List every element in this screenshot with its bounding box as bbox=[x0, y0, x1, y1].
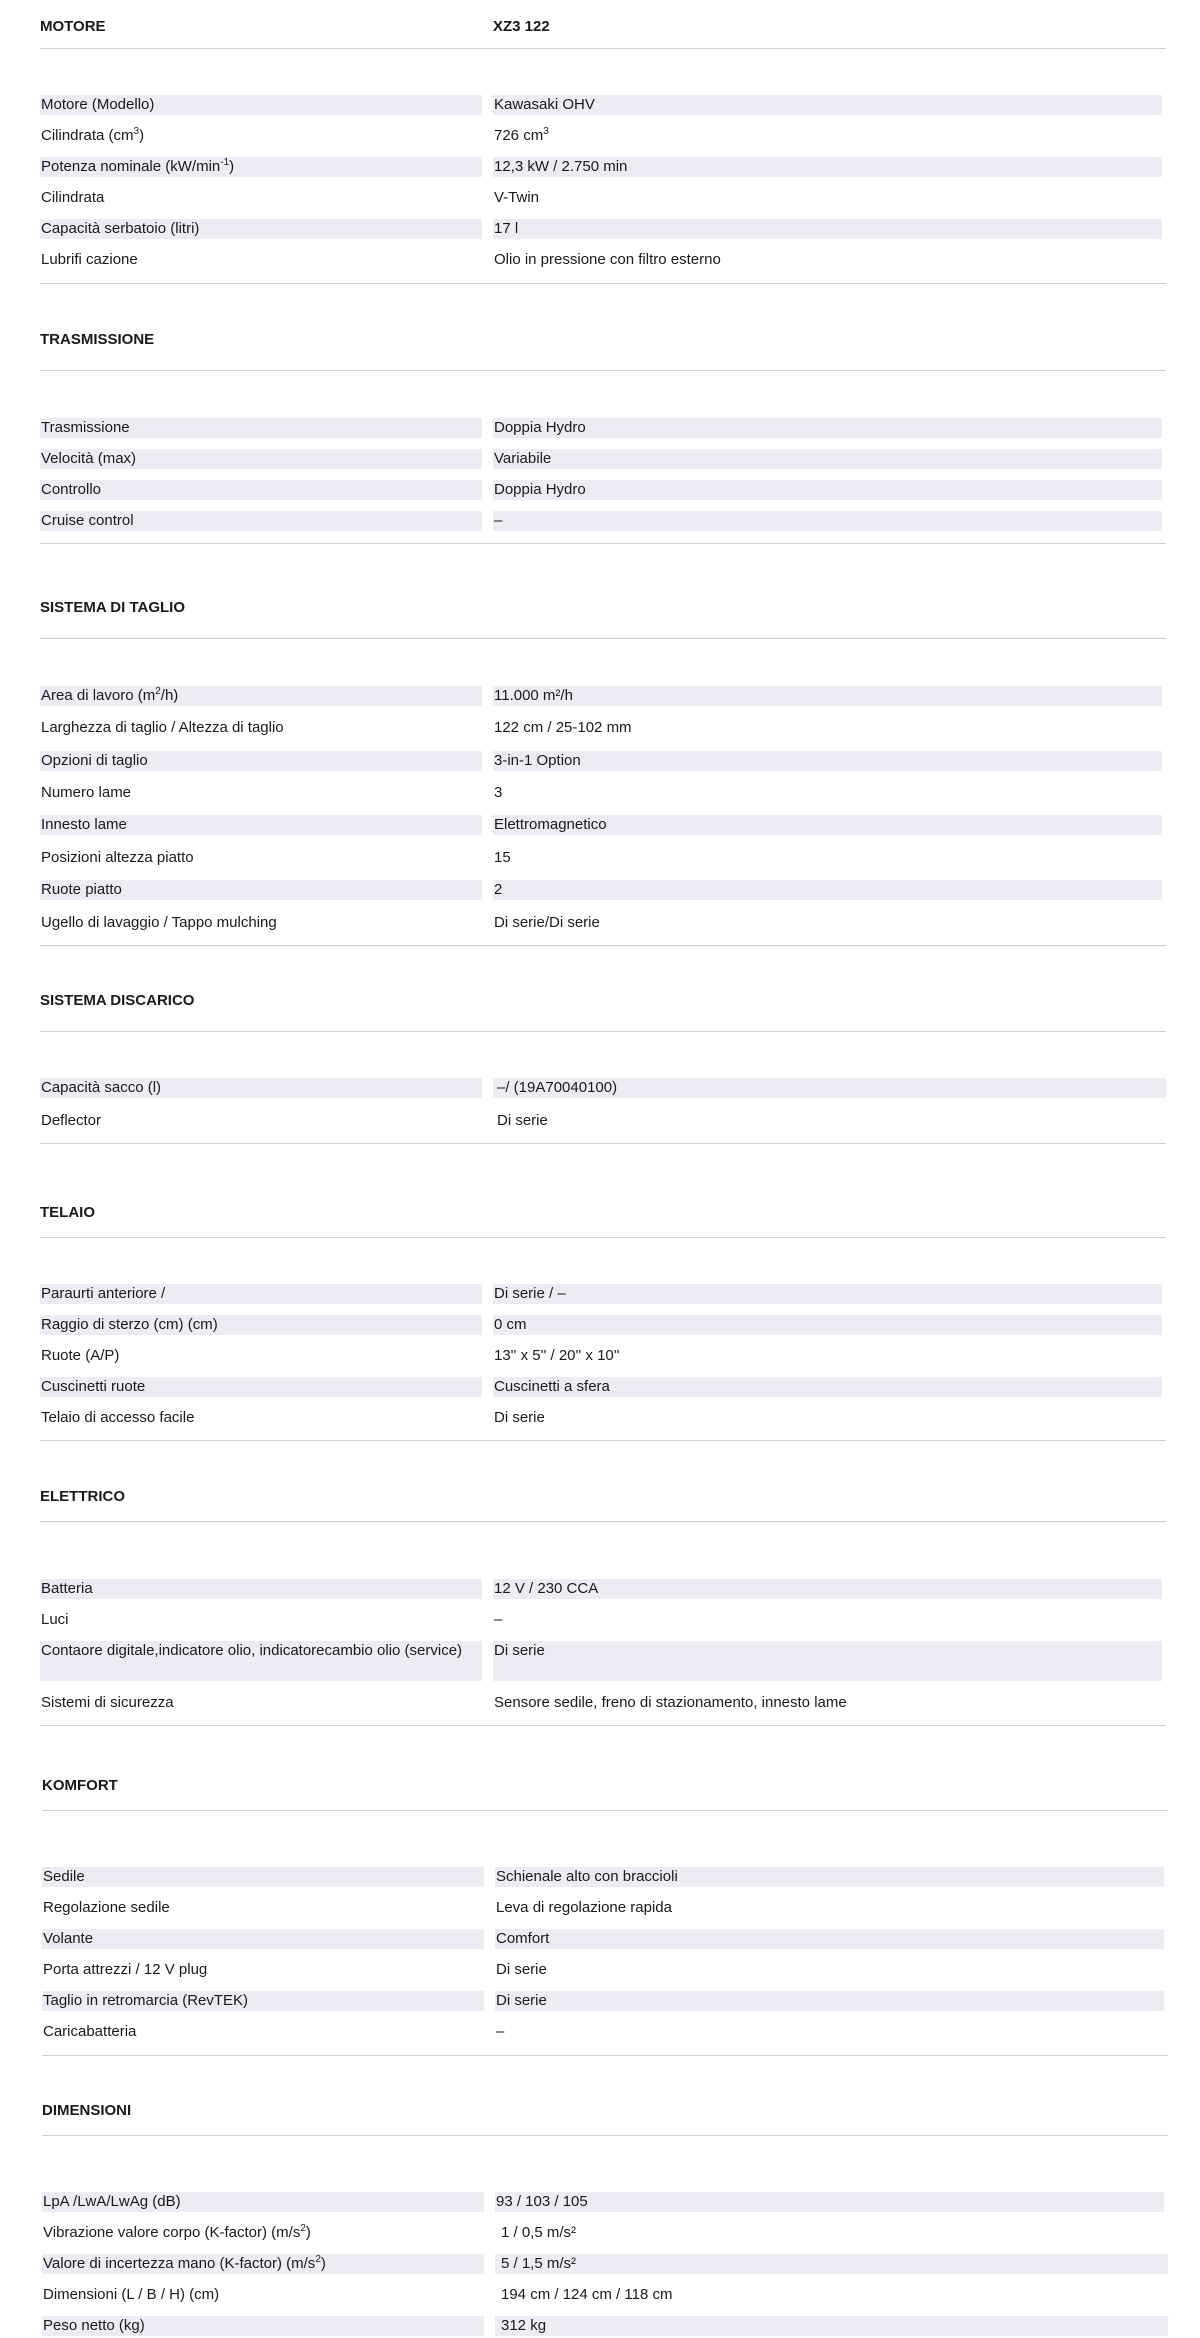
spec-row bbox=[40, 751, 1166, 771]
spec-row bbox=[42, 1898, 1168, 1918]
spec-label: Regolazione sedile bbox=[43, 1899, 170, 1916]
spec-value: Variabile bbox=[493, 449, 1162, 469]
spec-label: Sistemi di sicurezza bbox=[41, 1694, 174, 1711]
spec-label: Larghezza di taglio / Altezza di taglio bbox=[41, 719, 284, 736]
section-title-dimensioni: DIMENSIONI bbox=[42, 2102, 132, 2119]
divider bbox=[40, 1143, 1166, 1144]
spec-label: Cuscinetti ruote bbox=[40, 1377, 482, 1397]
spec-value: 194 cm / 124 cm / 118 cm bbox=[501, 2286, 673, 2303]
spec-row bbox=[40, 418, 1166, 438]
spec-label: Controllo bbox=[40, 480, 482, 500]
divider bbox=[40, 1440, 1166, 1441]
spec-row bbox=[40, 480, 1166, 500]
divider bbox=[40, 283, 1166, 284]
spec-value: Schienale alto con braccioli bbox=[495, 1867, 1164, 1887]
spec-value: 11.000 m²/h bbox=[493, 686, 1162, 706]
spec-value: –/ (19A70040100) bbox=[493, 1078, 1166, 1098]
spec-row bbox=[40, 783, 1166, 803]
spec-value: Comfort bbox=[495, 1929, 1164, 1949]
spec-label: Luci bbox=[41, 1611, 69, 1628]
spec-value: 12 V / 230 CCA bbox=[493, 1579, 1162, 1599]
spec-label: Caricabatteria bbox=[43, 2023, 137, 2040]
model-name: XZ3 122 bbox=[493, 18, 550, 35]
spec-label: Cruise control bbox=[40, 511, 482, 531]
spec-row bbox=[40, 1579, 1166, 1599]
divider bbox=[40, 1237, 1166, 1238]
divider bbox=[40, 1521, 1166, 1522]
spec-value: Sensore sedile, freno di stazionamento, innesto lame bbox=[494, 1694, 847, 1711]
spec-row bbox=[40, 815, 1166, 835]
spec-label: Taglio in retromarcia (RevTEK) bbox=[42, 1991, 484, 2011]
spec-value: Di serie/Di serie bbox=[494, 914, 600, 931]
spec-label: Trasmissione bbox=[40, 418, 482, 438]
spec-value: Leva di regolazione rapida bbox=[496, 1899, 672, 1916]
spec-value: V-Twin bbox=[494, 189, 540, 206]
spec-row bbox=[40, 1641, 1166, 1681]
spec-value: Cuscinetti a sfera bbox=[493, 1377, 1162, 1397]
spec-value: 3-in-1 Option bbox=[493, 751, 1162, 771]
spec-label: Peso netto (kg) bbox=[42, 2316, 484, 2336]
spec-value: 13'' x 5'' / 20'' x 10'' bbox=[494, 1347, 620, 1364]
spec-value: Di serie bbox=[495, 1991, 1164, 2011]
spec-row bbox=[40, 848, 1166, 868]
spec-value: Di serie bbox=[493, 1641, 1162, 1681]
spec-row bbox=[40, 1610, 1166, 1630]
spec-row bbox=[42, 2223, 1168, 2243]
spec-row bbox=[42, 2192, 1168, 2212]
spec-label: Cilindrata $(cm^3)$ bbox=[41, 126, 145, 144]
spec-row bbox=[42, 2316, 1168, 2336]
spec-label: Dimensioni (L / B / H) (cm) bbox=[43, 2286, 220, 2303]
spec-value: 312 kg bbox=[495, 2316, 1168, 2336]
spec-label: Telaio di accesso facile bbox=[41, 1409, 195, 1426]
spec-value: Olio in pressione con filtro esterno bbox=[494, 251, 721, 268]
spec-label: LpA /LwA/LwAg (dB) bbox=[42, 2192, 484, 2212]
spec-row bbox=[40, 880, 1166, 900]
spec-value: Doppia Hydro bbox=[493, 480, 1162, 500]
spec-value: 12,3 kW / 2.750 min bbox=[493, 157, 1162, 177]
divider bbox=[40, 1031, 1166, 1032]
spec-label: Motore (Modello) bbox=[40, 95, 482, 115]
spec-value: 1 / 0,5 m/s² bbox=[501, 2224, 577, 2241]
spec-value: – bbox=[494, 1611, 503, 1628]
spec-value: 5 / 1,5 m/s² bbox=[495, 2254, 1168, 2274]
spec-row bbox=[40, 157, 1166, 177]
spec-label: Cilindrata bbox=[41, 189, 105, 206]
section-title-sistema-di-taglio: SISTEMA DI TAGLIO bbox=[40, 599, 185, 616]
spec-label: Deflector bbox=[41, 1112, 102, 1129]
spec-label: Volante bbox=[42, 1929, 484, 1949]
spec-label: Posizioni altezza piatto bbox=[41, 849, 194, 866]
spec-value: Di serie bbox=[496, 1961, 547, 1978]
spec-row bbox=[40, 1111, 1166, 1131]
spec-row bbox=[42, 1991, 1168, 2011]
divider bbox=[40, 543, 1166, 544]
spec-label: Vibrazione valore corpo (K-factor) $(m/s^2)$ bbox=[43, 2223, 311, 2241]
spec-row bbox=[40, 95, 1166, 115]
spec-row bbox=[42, 2254, 1168, 2274]
spec-row bbox=[40, 718, 1166, 738]
spec-label: Lubrifi cazione bbox=[41, 251, 138, 268]
spec-row bbox=[40, 1346, 1166, 1366]
spec-row bbox=[40, 1377, 1166, 1397]
spec-label: Ruote (A/P) bbox=[41, 1347, 120, 1364]
spec-value: 3 bbox=[494, 784, 503, 801]
spec-row bbox=[40, 1315, 1166, 1335]
spec-row bbox=[40, 219, 1166, 239]
spec-row bbox=[40, 686, 1166, 706]
spec-row bbox=[40, 188, 1166, 208]
spec-row bbox=[40, 126, 1166, 146]
spec-label: Capacità sacco (l) bbox=[40, 1078, 482, 1098]
spec-value: 17 l bbox=[493, 219, 1162, 239]
spec-row bbox=[42, 1929, 1168, 1949]
spec-row bbox=[40, 913, 1166, 933]
spec-row bbox=[40, 250, 1166, 270]
divider bbox=[40, 48, 1166, 49]
spec-value: – bbox=[493, 511, 1162, 531]
spec-row bbox=[40, 1078, 1166, 1098]
spec-value: 122 cm / 25-102 mm bbox=[494, 719, 632, 736]
section-title-motore: MOTORE bbox=[40, 18, 106, 35]
spec-row bbox=[40, 449, 1166, 469]
spec-row bbox=[42, 1960, 1168, 1980]
divider bbox=[40, 1725, 1166, 1726]
spec-label: Sedile bbox=[42, 1867, 484, 1887]
spec-label: Ruote piatto bbox=[40, 880, 482, 900]
spec-row bbox=[42, 1867, 1168, 1887]
spec-label: Batteria bbox=[40, 1579, 482, 1599]
spec-label: Capacità serbatoio (litri) bbox=[40, 219, 482, 239]
spec-label: Raggio di sterzo (cm) (cm) bbox=[40, 1315, 482, 1335]
spec-label: Contaore digitale,indicatore olio, indicatorecambio olio (service) bbox=[40, 1641, 482, 1681]
spec-label: Opzioni di taglio bbox=[40, 751, 482, 771]
section-title-komfort: KOMFORT bbox=[42, 1777, 118, 1794]
spec-value: 0 cm bbox=[493, 1315, 1162, 1335]
spec-row bbox=[42, 2022, 1168, 2042]
spec-value: Di serie / – bbox=[493, 1284, 1162, 1304]
spec-label: Area di lavoro $(m^2/h)$ bbox=[40, 686, 482, 706]
spec-value: 93 / 103 / 105 bbox=[495, 2192, 1164, 2212]
spec-row bbox=[40, 511, 1166, 531]
spec-label: Velocità (max) bbox=[40, 449, 482, 469]
spec-value: Kawasaki OHV bbox=[493, 95, 1162, 115]
spec-value: Elettromagnetico bbox=[493, 815, 1162, 835]
spec-value: 15 bbox=[494, 849, 511, 866]
divider bbox=[40, 638, 1166, 639]
divider bbox=[40, 370, 1166, 371]
divider bbox=[42, 2055, 1168, 2056]
spec-row bbox=[40, 1408, 1166, 1428]
section-title-elettrico: ELETTRICO bbox=[40, 1488, 125, 1505]
spec-label: Paraurti anteriore / bbox=[40, 1284, 482, 1304]
section-title-trasmissione: TRASMISSIONE bbox=[40, 331, 155, 348]
spec-label: Porta attrezzi / 12 V plug bbox=[43, 1961, 208, 1978]
spec-row bbox=[40, 1284, 1166, 1304]
divider bbox=[42, 2135, 1168, 2136]
section-title-sistema-discarico: SISTEMA DISCARICO bbox=[40, 992, 195, 1009]
spec-label: Potenza nominale $(kW/\min^{-1})$ bbox=[40, 157, 482, 177]
spec-label: Numero lame bbox=[41, 784, 132, 801]
spec-value: Doppia Hydro bbox=[493, 418, 1162, 438]
spec-label: Ugello di lavaggio / Tappo mulching bbox=[41, 914, 277, 931]
spec-row bbox=[42, 2285, 1168, 2305]
divider bbox=[42, 1810, 1168, 1811]
spec-value: 2 bbox=[493, 880, 1162, 900]
spec-label: Valore di incertezza mano (K-factor) $(m/s^2)$ bbox=[42, 2254, 484, 2274]
spec-label: Innesto lame bbox=[40, 815, 482, 835]
spec-value: – bbox=[496, 2023, 505, 2040]
section-title-telaio: TELAIO bbox=[40, 1204, 95, 1221]
spec-value: Di serie bbox=[494, 1409, 545, 1426]
divider bbox=[40, 945, 1166, 946]
spec-row bbox=[40, 1693, 1166, 1713]
spec-value: 726 $cm^3$ bbox=[494, 126, 549, 144]
spec-value: Di serie bbox=[497, 1112, 548, 1129]
